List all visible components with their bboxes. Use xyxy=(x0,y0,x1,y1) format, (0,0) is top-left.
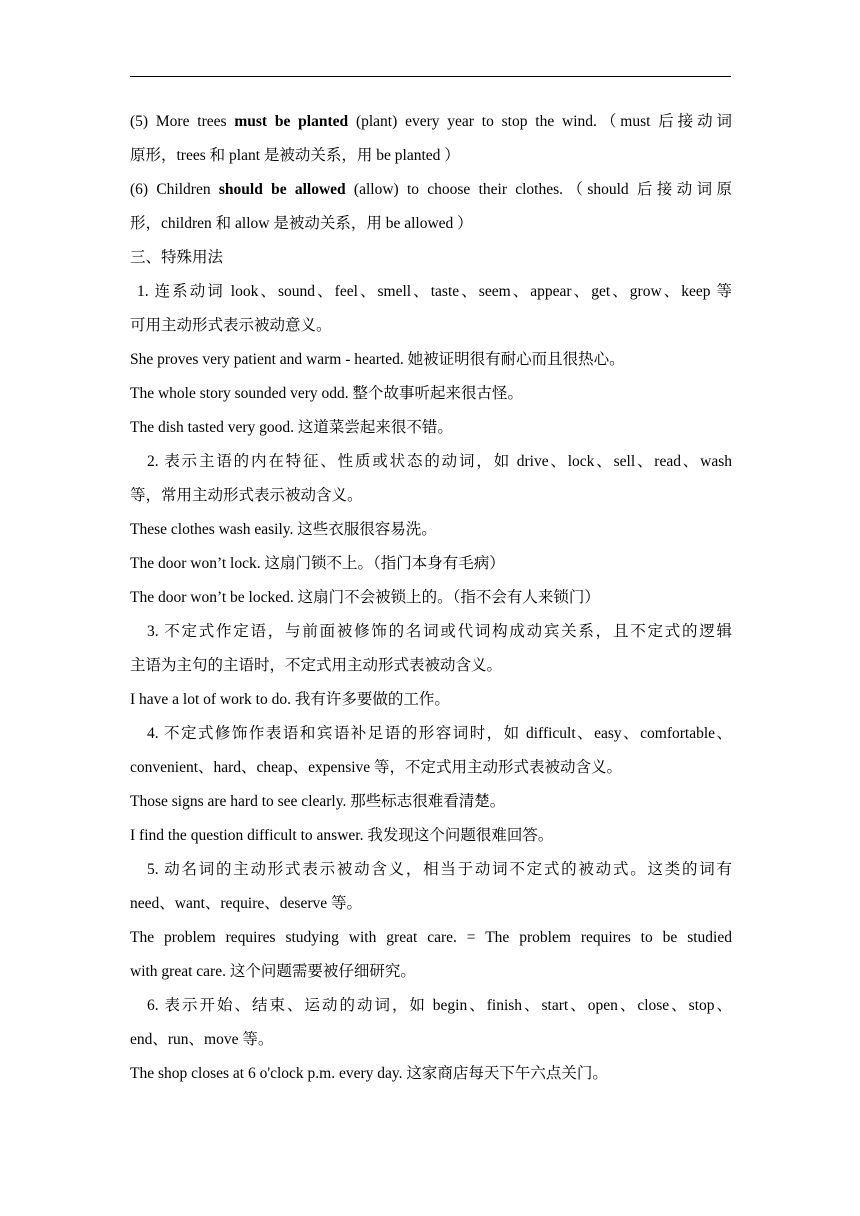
section-heading: 三、特殊用法 xyxy=(130,249,224,266)
item5-line2: 原形，trees 和 plant 是被动关系，用 be planted ） xyxy=(130,147,460,164)
example-sentence: She proves very patient and warm - hearted. 她被证明很有耐心而且很热心。 xyxy=(130,351,625,368)
item6-answer: should be allowed xyxy=(218,181,346,198)
document-body xyxy=(130,105,732,1091)
item5-answer: must be planted xyxy=(234,113,349,130)
rule-5-line-1: 5. 动名词的主动形式表示被动含义，相当于动词不定式的被动式。这类的词有 xyxy=(147,861,732,878)
example-sentence: I find the question difficult to answer. 我发现这个问题很难回答。 xyxy=(130,827,554,844)
item6-line1: (6) Children should be allowed (allow) to choose their clothes.（should 后接动词原 xyxy=(130,181,732,198)
example-sentence: The problem requires studying with great care. = The problem requires to be studied xyxy=(130,929,732,946)
item5-line1: (5) More trees must be planted (plant) every year to stop the wind.（must 后接动词 xyxy=(130,113,732,130)
rule-6-line-2: end、run、move 等。 xyxy=(130,1031,274,1048)
example-sentence: The door won’t lock. 这扇门锁不上。（指门本身有毛病） xyxy=(130,555,505,572)
rule-3-line-2: 主语为主句的主语时，不定式用主动形式表被动含义。 xyxy=(130,657,503,674)
example-sentence: with great care. 这个问题需要被仔细研究。 xyxy=(130,963,416,980)
example-sentence: The shop closes at 6 o'clock p.m. every day. 这家商店每天下午六点关门。 xyxy=(130,1065,608,1082)
rule-4-line-1: 4. 不定式修饰作表语和宾语补足语的形容词时，如 difficult、easy、comfortable、 xyxy=(147,725,732,742)
rule-3-line-1: 3. 不定式作定语，与前面被修饰的名词或代词构成动宾关系，且不定式的逻辑 xyxy=(147,623,732,640)
example-sentence: I have a lot of work to do. 我有许多要做的工作。 xyxy=(130,691,450,708)
rule-4-line-2: convenient、hard、cheap、expensive 等，不定式用主动形式表被动含义。 xyxy=(130,759,623,776)
header-rule xyxy=(130,76,731,77)
example-sentence: Those signs are hard to see clearly. 那些标志很难看清楚。 xyxy=(130,793,506,810)
rule-6-line-1: 6. 表示开始、结束、运动的动词，如 begin、finish、start、open、close、stop、 xyxy=(147,997,732,1014)
example-sentence: The dish tasted very good. 这道菜尝起来很不错。 xyxy=(130,419,453,436)
rule-2-line-2: 等，常用主动形式表示被动含义。 xyxy=(130,487,363,504)
rule-1-line-1: 1. 连系动词 look、sound、feel、smell、taste、seem、appear、get、grow、keep 等 xyxy=(137,283,732,300)
rule-5-line-2: need、want、require、deserve 等。 xyxy=(130,895,362,912)
example-sentence: The whole story sounded very odd. 整个故事听起来很古怪。 xyxy=(130,385,524,402)
item6-line2: 形，children 和 allow 是被动关系，用 be allowed ） xyxy=(130,215,473,232)
rule-1-line-2: 可用主动形式表示被动意义。 xyxy=(130,317,332,334)
example-sentence: These clothes wash easily. 这些衣服很容易洗。 xyxy=(130,521,437,538)
example-sentence: The door won’t be locked. 这扇门不会被锁上的。（指不会有人来锁门） xyxy=(130,589,600,606)
rule-2-line-1: 2. 表示主语的内在特征、性质或状态的动词，如 drive、lock、sell、read、wash xyxy=(147,453,732,470)
